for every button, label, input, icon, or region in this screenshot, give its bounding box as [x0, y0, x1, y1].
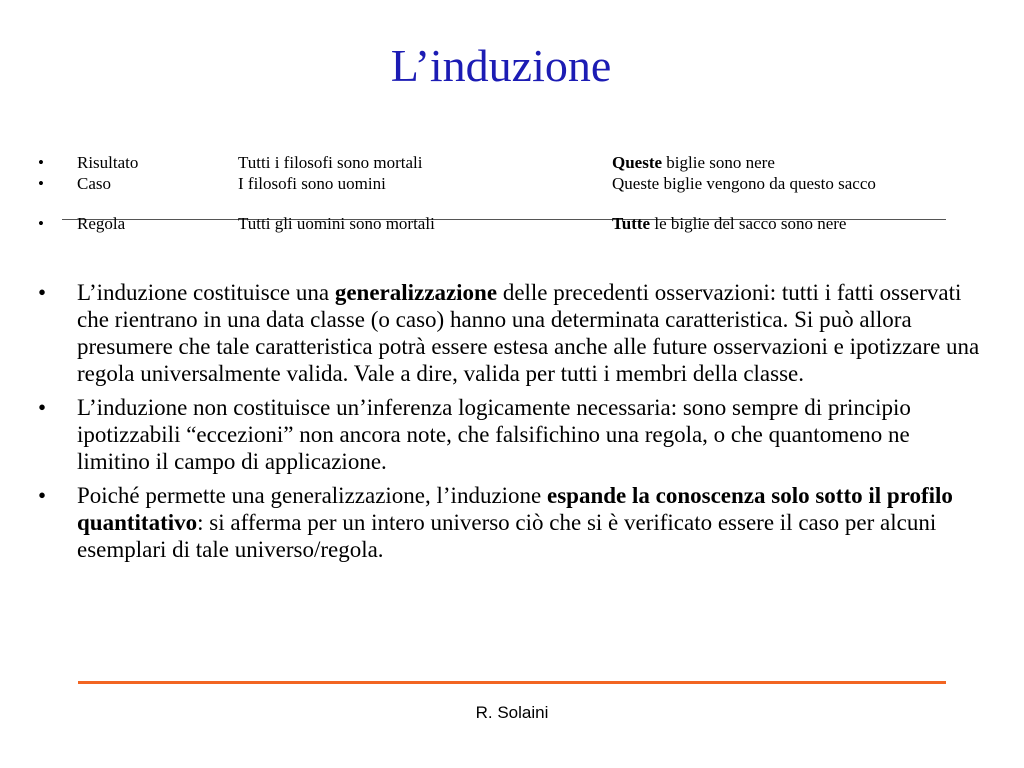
bullet-point-not-necessary: [38, 394, 988, 475]
row-label: Regola: [77, 214, 126, 233]
row-premise: Tutti gli uomini sono mortali: [238, 214, 435, 233]
point-text: delle precedenti osservazioni: tutti i fatti osservati che rientrano in una data classe (o caso) hanno una determinata caratteristica. Si può allora presumere che tale caratteristica potrà essere estesa anche alle future osservazioni e ipotizzare una regola universalmente valida. Vale a dire, valida per tutti i membri della classe.: [77, 280, 980, 386]
row-label: Caso: [77, 174, 111, 193]
point-text: L’induzione costituisce una: [77, 280, 335, 305]
main-bullet-list: [38, 279, 988, 570]
row-premise: Tutti i filosofi sono mortali: [238, 153, 423, 172]
bullet: •: [38, 280, 47, 305]
bullet: •: [38, 174, 44, 193]
point-text: Poiché permette una generalizzazione, l’induzione: [77, 483, 548, 508]
bullet: •: [38, 214, 44, 233]
row-example-bold: Tutte: [612, 214, 651, 233]
bullet: •: [38, 153, 44, 172]
footer-divider: [78, 681, 946, 684]
row-example: [612, 152, 775, 174]
point-text: : si afferma per un intero universo ciò che si è verificato essere il caso per alcuni esemplari di tale universo/regola.: [77, 510, 937, 562]
footer-author: R. Solaini: [475, 703, 549, 722]
row-example-text: le biglie del sacco sono nere: [650, 214, 847, 233]
row-example-bold: Queste: [612, 153, 663, 172]
row-label: Risultato: [77, 153, 139, 172]
slide-title: L’induzione: [390, 40, 612, 91]
bullet-point-expands-knowledge: [38, 482, 988, 563]
row-premise: I filosofi sono uomini: [238, 174, 386, 193]
row-example-text: biglie sono nere: [662, 153, 775, 172]
bullet: •: [38, 395, 47, 420]
point-bold-text: espande la conoscenza solo sotto il profilo quantitativo: [77, 483, 953, 535]
point-text: L’induzione non costituisce un’inferenza logicamente necessaria: sono sempre di principio ipotizzabili “eccezioni” non ancora note, che falsifichino una regola, o che quantomeno ne limitino il campo di applicazione.: [77, 395, 911, 474]
row-example-text: Queste biglie vengono da questo sacco: [612, 174, 876, 193]
point-bold-text: generalizzazione: [334, 280, 498, 305]
row-example: [612, 213, 846, 235]
bullet: •: [38, 483, 47, 508]
bullet-point-generalization: [38, 279, 988, 387]
row-example: [612, 173, 876, 195]
